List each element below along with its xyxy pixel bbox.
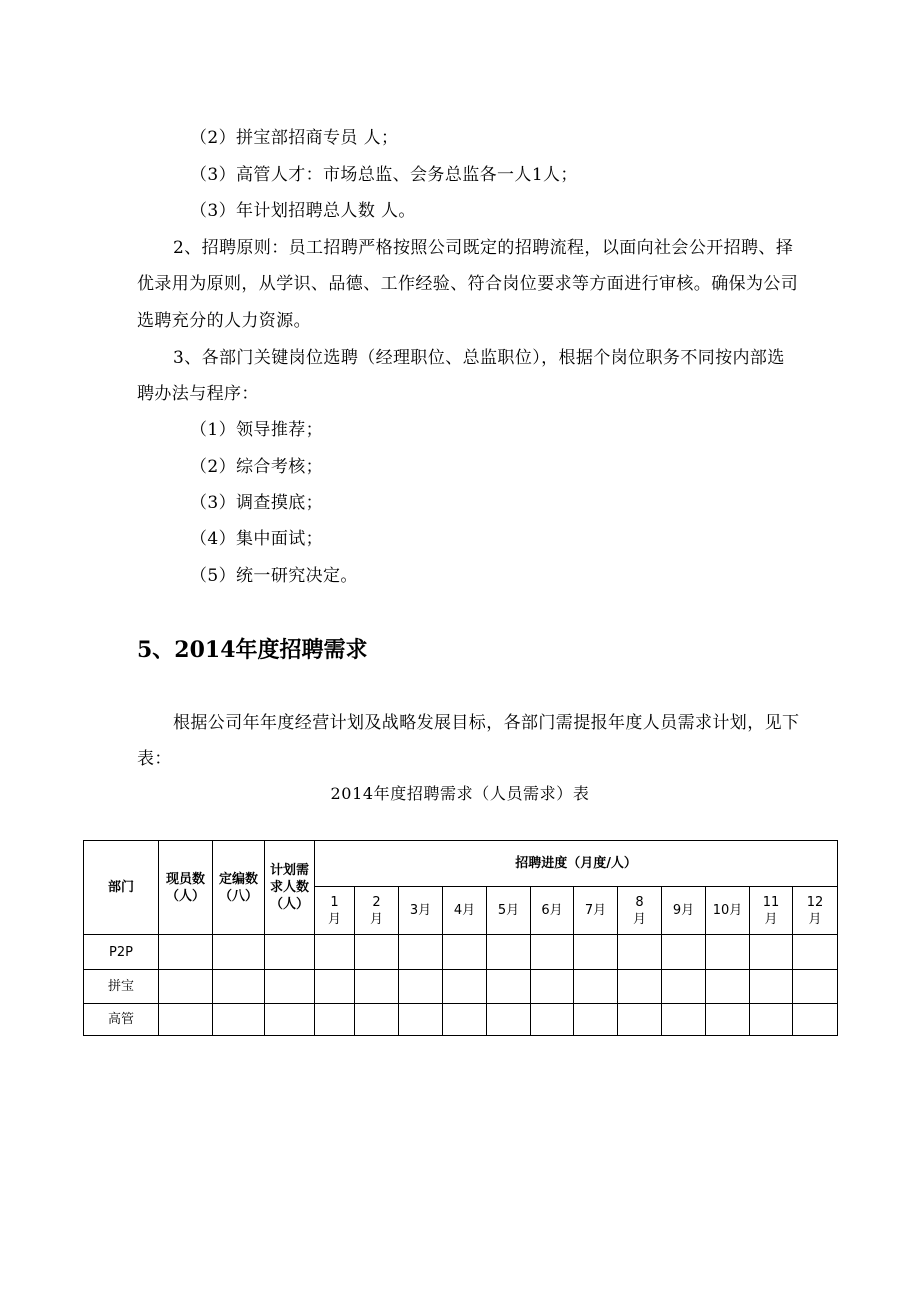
- list-item: （2）综合考核；: [190, 457, 324, 477]
- month-header: 6月: [531, 887, 574, 935]
- intro-line: 根据公司年年度经营计划及战略发展目标，各部门需提报年度人员需求计划，见下: [173, 713, 800, 733]
- month-header: 1 月: [315, 887, 355, 935]
- recruitment-table: [83, 840, 838, 1036]
- paragraph-line: 优录用为原则，从学识、品德、工作经验、符合岗位要求等方面进行审核。确保为公司: [137, 274, 799, 294]
- table-caption: 2014年度招聘需求（人员需求）表: [330, 784, 590, 803]
- list-item: （3）调查摸底；: [190, 493, 324, 513]
- month-header: 3月: [399, 887, 443, 935]
- row-dept-label: P2P: [84, 935, 159, 970]
- paragraph-line: 选聘充分的人力资源。: [137, 311, 311, 331]
- month-header: 9月: [662, 887, 706, 935]
- paragraph-line: （2）拼宝部招商专员 人；: [190, 128, 399, 148]
- section-heading: 5、2014年度招聘需求: [137, 637, 368, 663]
- month-header: 12 月: [793, 887, 838, 935]
- list-item: （4）集中面试；: [190, 529, 324, 549]
- month-header: 4月: [443, 887, 487, 935]
- row-dept-label: 拼宝: [84, 970, 159, 1004]
- list-item: （5）统一研究决定。: [190, 566, 358, 586]
- header-planned-demand: 计划需求人数（人）: [265, 841, 315, 935]
- paragraph-line: 3、各部门关键岗位选聘（经理职位、总监职位），根据个岗位职务不同按内部选: [173, 348, 785, 368]
- header-current-staff: 现员数（人）: [159, 841, 213, 935]
- list-item: （1）领导推荐；: [190, 420, 324, 440]
- header-progress: 招聘进度（月度/人）: [315, 841, 838, 887]
- row-dept-label: 高管: [84, 1004, 159, 1036]
- month-header: 10月: [706, 887, 750, 935]
- month-header: 11 月: [750, 887, 793, 935]
- table-row: [84, 970, 838, 1004]
- paragraph-line: （3）高管人才：市场总监、会务总监各一人1人；: [190, 165, 578, 185]
- month-header: 7月: [574, 887, 618, 935]
- month-header: 8 月: [618, 887, 662, 935]
- paragraph-line: 2、招聘原则：员工招聘严格按照公司既定的招聘流程，以面向社会公开招聘、择: [173, 238, 794, 258]
- month-header: 5月: [487, 887, 531, 935]
- table-row: [84, 1004, 838, 1036]
- month-header: 2 月: [355, 887, 399, 935]
- paragraph-line: （3）年计划招聘总人数 人。: [190, 201, 416, 221]
- intro-line: 表：: [137, 749, 172, 769]
- table-row: [84, 935, 838, 970]
- header-dept: 部门: [84, 841, 159, 935]
- header-quota: 定编数（八）: [213, 841, 265, 935]
- paragraph-line: 聘办法与程序：: [137, 384, 259, 404]
